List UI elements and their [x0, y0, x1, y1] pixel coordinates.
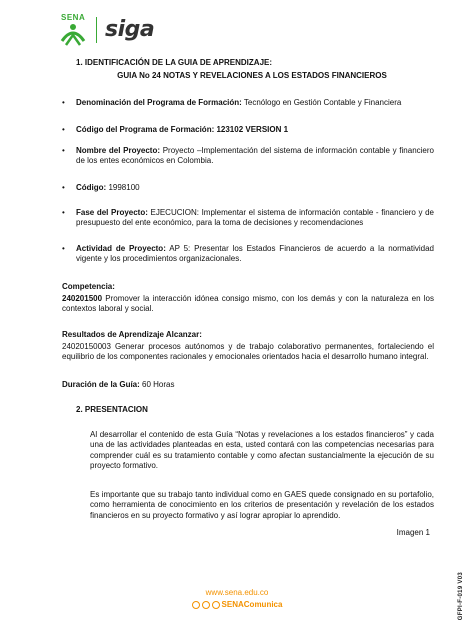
sena-label: SENA	[61, 13, 86, 22]
bullet-icon: •	[62, 244, 65, 253]
bullet-icon: •	[62, 208, 65, 217]
resultados-text: 24020150003 Generar procesos autónomos y de trabajo colaborativo permanentes, fortaleciendo el equilibrio de los componentes racionales y emocionales orientados hacia el desarrollo humano integral.	[62, 342, 434, 362]
presentacion-paragraph-1: Al desarrollar el contenido de esta Guía “Notas y revelaciones a los estados financieros” y cada una de las actividades planteadas en esta, usted contará con las competencias necesarias para comprender cuál es su tratamiento contable y como afectan sustancialmente la ejecución de su proyecto formativo.	[90, 430, 434, 471]
guide-title: GUIA No 24 NOTAS Y REVELACIONES A LOS ESTADOS FINANCIEROS	[117, 71, 387, 80]
competencia-label: Competencia:	[62, 282, 115, 291]
social-icons	[192, 601, 220, 609]
header-logo	[58, 10, 154, 50]
section-2-heading: 2. PRESENTACION	[76, 405, 148, 414]
bullet-icon: •	[62, 146, 65, 155]
siga-logo-text: siga	[105, 16, 155, 42]
list-item-actividad: Actividad de Proyecto: AP 5: Presentar los Estados Financieros de acuerdo a la normatividad vigente y los procedimientos organizacionales.	[76, 244, 435, 264]
duracion: Duración de la Guía: 60 Horas	[62, 380, 175, 389]
bullet-icon: •	[62, 125, 65, 134]
footer-social[interactable]: SENAComunica	[0, 600, 474, 610]
sena-logo-icon	[58, 13, 88, 47]
logo-divider	[96, 17, 97, 43]
list-item-codigo-programa: Código del Programa de Formación: 123102 VERSION 1	[76, 125, 289, 134]
resultados-label: Resultados de Aprendizaje Alcanzar:	[62, 330, 202, 339]
list-item-fase: Fase del Proyecto: EJECUCION: Implementar el sistema de información contable - financiero y de presupuesto del ente económico, para la toma de decisiones y recomendaciones	[76, 208, 434, 228]
bullet-icon: •	[62, 98, 65, 107]
list-item-codigo: Código: 1998100	[76, 183, 140, 192]
bullet-icon: •	[62, 183, 65, 192]
list-item-proyecto: Nombre del Proyecto: Proyecto –Implementación del sistema de información contable y financiero de los entes económicos en Colombia.	[76, 146, 434, 166]
presentacion-paragraph-2: Es importante que su trabajo tanto individual como en GAES quede consignado en su portafolio, como herramienta de conocimiento en los criterios de presentación y revelación de los estados financieros en su proyecto formativo y así lograr apropiar lo aprendido.	[90, 490, 434, 520]
competencia-text: 240201500 Promover la interacción idónea consigo mismo, con los demás y con la naturaleza en los contextos laboral y social.	[62, 294, 434, 314]
list-item-programa: Denominación del Programa de Formación: Tecnólogo en Gestión Contable y Financiera	[76, 98, 402, 107]
section-1-heading: 1. IDENTIFICACIÓN DE LA GUIA DE APRENDIZAJE:	[76, 58, 273, 67]
image-caption: Imagen 1	[396, 528, 430, 537]
document-code: GFPI-F-019 V03	[458, 571, 465, 620]
footer-url[interactable]: www.sena.edu.co	[205, 588, 269, 597]
